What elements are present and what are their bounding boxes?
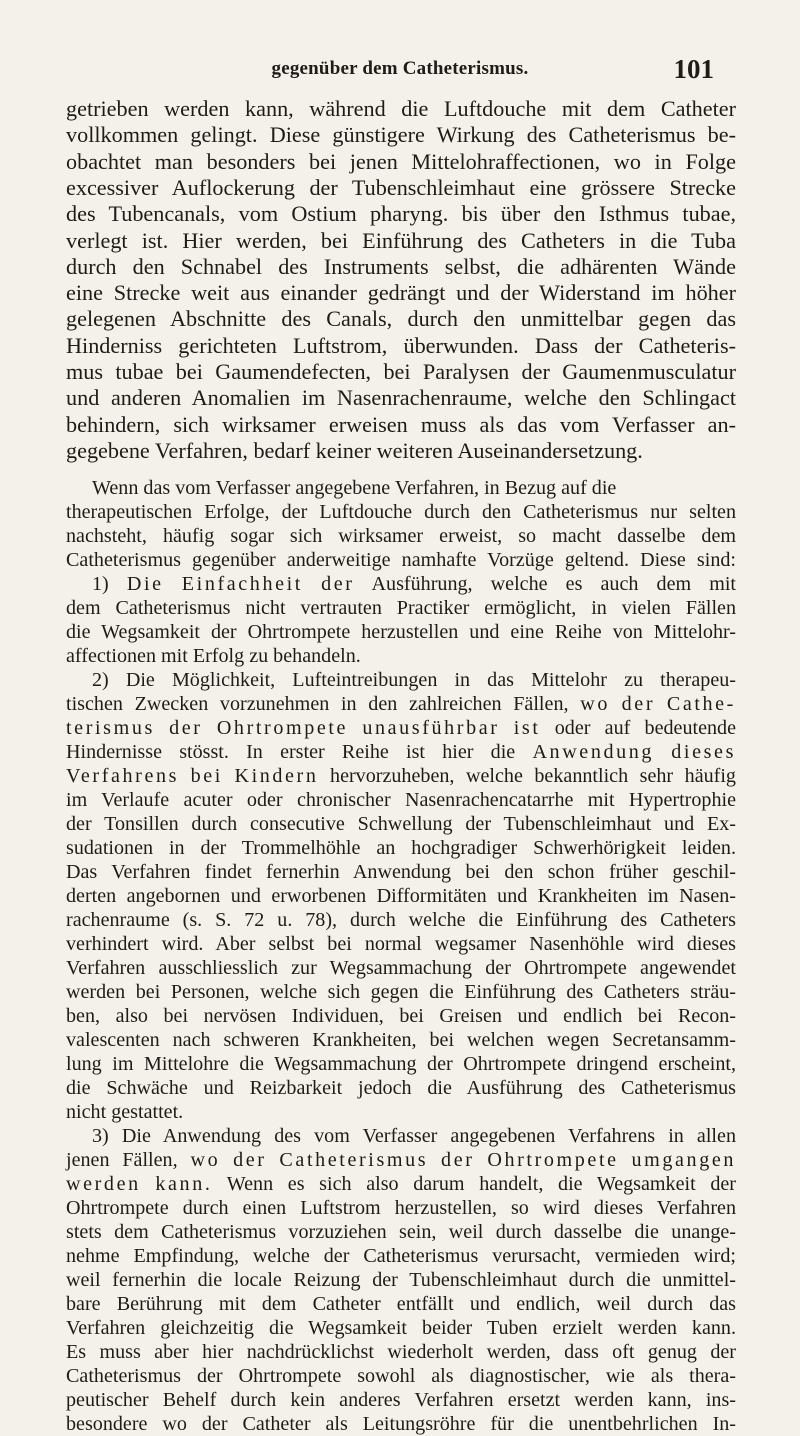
text-line: valescenten nach schweren Krankheiten, bei welchen wegen Secretansamm- xyxy=(66,1029,736,1051)
text-line: nachsteht, häufig sogar sich wirksamer erweist, so macht dasselbe dem xyxy=(66,525,736,547)
text-line: ben, also bei nervösen Individuen, bei Greisen und endlich bei Recon- xyxy=(66,1005,736,1027)
text-line: rachenraume (s. S. 72 u. 78), durch welche die Einführung des Catheters xyxy=(66,909,736,931)
text-line: Catheterismus der Ohrtrompete sowohl als diagnostischer, wie als thera- xyxy=(66,1365,736,1387)
text-line: Catheterismus gegenüber anderweitige namhafte Vorzüge geltend. Diese sind: xyxy=(66,549,736,571)
text-line: gegebene Verfahren, bedarf keiner weiteren Auseinandersetzung. xyxy=(66,437,643,463)
text-line: excessiver Auflockerung der Tubenschleimhaut eine grössere Strecke xyxy=(66,174,736,200)
text-line: terismus der Ohrtrompete unausführbar ist oder auf bedeutende xyxy=(66,717,737,739)
text-line: werden kann. Wenn es sich also darum handelt, die Wegsamkeit der xyxy=(66,1173,736,1195)
paragraph-2 xyxy=(66,476,737,1435)
text-line: obachtet man besonders bei jenen Mittelohraffectionen, wo in Folge xyxy=(66,148,736,174)
text-line: Hindernisse stösst. In erster Reihe ist hier die Anwendung dieses xyxy=(66,741,736,763)
text-line: des Tubencanals, vom Ostium pharyng. bis über den Isthmus tubae, xyxy=(66,201,736,227)
text-line: vollkommen gelingt. Diese günstigere Wirkung des Catheterismus be- xyxy=(66,122,736,148)
text-line: Es muss aber hier nachdrücklichst wiederholt werden, dass oft genug der xyxy=(66,1341,736,1363)
text-line: tischen Zwecken vorzunehmen in den zahlreichen Fällen, wo der Cathe- xyxy=(66,693,736,715)
text-line: derten angebornen und erworbenen Difformitäten und Krankheiten im Nasen- xyxy=(66,885,736,907)
text-line: nehme Empfindung, welche der Catheterismus verursacht, vermieden wird; xyxy=(66,1245,736,1267)
text-line: besondere wo der Catheter als Leitungsröhre für die unentbehrlichen In- xyxy=(66,1413,736,1435)
text-line: bare Berührung mit dem Catheter entfällt und endlich, weil durch das xyxy=(66,1293,736,1315)
paragraph-1 xyxy=(66,96,736,466)
text-line: dem Catheterismus nicht vertrauten Practiker ermöglicht, in vielen Fällen xyxy=(66,597,736,619)
text-line: nicht gestattet. xyxy=(66,1101,184,1123)
text-line: behindern, sich wirksamer erweisen muss als das vom Verfasser an- xyxy=(66,411,736,437)
page-number: 101 xyxy=(673,54,714,84)
text-line: Verfahrens bei Kindern hervorzuheben, welche bekanntlich sehr häufig xyxy=(66,765,736,787)
text-line: verlegt ist. Hier werden, bei Einführung des Catheters in die Tuba xyxy=(66,227,736,253)
text-line: eine Strecke weit aus einander gedrängt und der Widerstand im höher xyxy=(66,280,736,306)
text-line: peutischer Behelf durch kein anderes Verfahren ersetzt werden kann, ins- xyxy=(66,1389,736,1411)
text-line: gelegenen Abschnitte des Canals, durch den unmittelbar gegen das xyxy=(66,306,736,332)
text-line: therapeutischen Erfolge, der Luftdouche durch den Catheterismus nur selten xyxy=(66,501,736,523)
text-line: mus tubae bei Gaumendefecten, bei Paralysen der Gaumenmusculatur xyxy=(66,359,736,384)
text-line: Verfahren ausschliesslich zur Wegsammachung der Ohrtrompete angewendet xyxy=(66,957,736,979)
text-line: die Wegsamkeit der Ohrtrompete herzustellen und eine Reihe von Mittelohr- xyxy=(66,621,736,643)
text-line: sudationen in der Trommelhöhle an hochgradiger Schwerhörigkeit leiden. xyxy=(66,837,736,859)
text-line: affectionen mit Erfolg zu behandeln. xyxy=(66,645,361,667)
text-line: jenen Fällen, wo der Catheterismus der Ohrtrompete umgangen xyxy=(66,1149,737,1171)
text-line: weil fernerhin die locale Reizung der Tubenschleimhaut durch die unmittel- xyxy=(66,1269,736,1291)
text-line: getrieben werden kann, während die Luftdouche mit dem Catheter xyxy=(66,96,736,121)
text-line: der Tonsillen durch consecutive Schwellung der Tubenschleimhaut und Ex- xyxy=(66,813,736,835)
running-title: gegenüber dem Catheterismus. xyxy=(271,58,529,79)
text-line: 2) Die Möglichkeit, Lufteintreibungen in das Mittelohr zu therapeu- xyxy=(92,669,736,691)
text-line: Wenn das vom Verfasser angegebene Verfahren, in Bezug auf die xyxy=(92,477,617,499)
text-line: durch den Schnabel des Instruments selbst, die adhärenten Wände xyxy=(66,253,736,279)
text-line: lung im Mittelohre die Wegsammachung der Ohrtrompete dringend erscheint, xyxy=(66,1053,736,1075)
text-line: Verfahren gleichzeitig die Wegsamkeit beider Tuben erzielt werden kann. xyxy=(66,1317,736,1339)
text-line: Das Verfahren findet fernerhin Anwendung bei den schon früher geschil- xyxy=(66,861,736,883)
text-line: die Schwäche und Reizbarkeit jedoch die Ausführung des Catheterismus xyxy=(66,1077,736,1099)
text-line: 1) Die Einfachheit der Ausführung, welche es auch dem mit xyxy=(92,573,737,595)
text-line: verhindert wird. Aber selbst bei normal wegsamer Nasenhöhle wird dieses xyxy=(66,933,736,955)
text-line: Ohrtrompete durch einen Luftstrom herzustellen, so wird dieses Verfahren xyxy=(66,1197,736,1219)
text-line: stets dem Catheterismus vorzuziehen sein, weil durch dasselbe die unange- xyxy=(66,1221,736,1243)
text-line: und anderen Anomalien im Nasenrachenraume, welche den Schlingact xyxy=(66,385,736,411)
text-line: werden bei Personen, welche sich gegen die Einführung des Catheters sträu- xyxy=(66,981,736,1003)
text-line: im Verlaufe acuter oder chronischer Nasenrachencatarrhe mit Hypertrophie xyxy=(66,789,736,811)
running-header xyxy=(0,54,800,84)
text-line: Hinderniss gerichteten Luftstrom, überwunden. Dass der Catheteris- xyxy=(66,332,736,358)
text-line: 3) Die Anwendung des vom Verfasser angegebenen Verfahrens in allen xyxy=(92,1125,736,1147)
